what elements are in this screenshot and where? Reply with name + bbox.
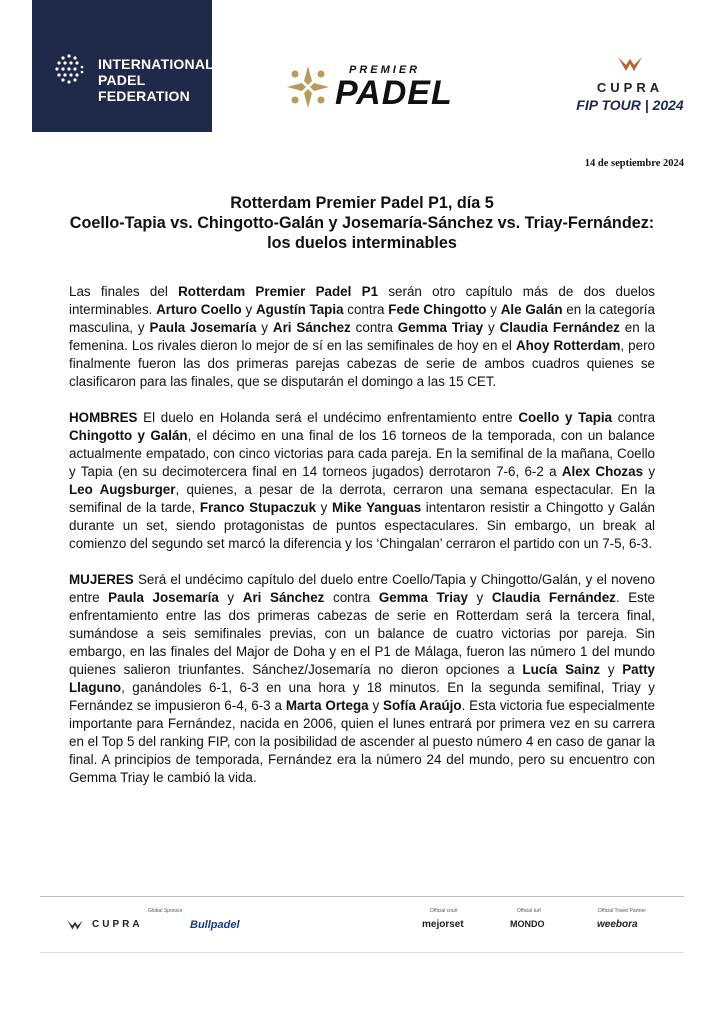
- fip-wordmark: [98, 56, 214, 104]
- bold-run: Gemma Triay: [397, 320, 484, 335]
- text-run: contra: [612, 410, 656, 425]
- cupra-emblem-icon: [616, 55, 644, 73]
- text-run: Será el undécimo capítulo del duelo entre Coello/Tapia y Chingotto/Galán, y el noveno entre: [69, 572, 655, 605]
- caption-official-turf: Official turf: [517, 908, 541, 914]
- men-paragraph: [69, 409, 655, 553]
- text-run: . Esta victoria fue especialmente importante para Fernández, nacida en 2006, quien el lunes entrará por primera vez en su carrera en el Top 5 del ranking FIP, con la posibilidad de ascender al puesto número 4 en caso de ganar la final. A principios de temporada, Fernández era la número 24 del mundo, pero su encuentro con Gemma Triay le cambió la vida.: [69, 698, 655, 785]
- fip-line-2: PADEL: [98, 72, 146, 88]
- premier-padel-logo: [285, 60, 495, 120]
- bold-run: Claudia Fernández: [499, 320, 620, 335]
- bold-run: MUJERES: [69, 572, 134, 587]
- sponsor-weebora: weebora: [597, 919, 638, 930]
- bold-run: Coello y Tapia: [518, 410, 613, 425]
- text-run: y: [256, 320, 273, 335]
- premier-label: PREMIER: [349, 64, 421, 76]
- bold-run: Lucía Sainz: [522, 662, 601, 677]
- bold-run: Rotterdam Premier Padel P1: [178, 284, 379, 299]
- women-paragraph: [69, 571, 655, 787]
- footer-divider: [40, 896, 684, 897]
- fip-line-3: FEDERATION: [98, 88, 190, 104]
- bold-run: Agustín Tapia: [255, 302, 344, 317]
- sponsor-mejorset: mejorset: [422, 919, 464, 930]
- bold-run: Arturo Coello: [156, 302, 242, 317]
- text-run: en la femenina. Los rivales dieron lo mejor de sí en las semifinales de hoy en el: [69, 320, 655, 353]
- cupra-wordmark: CUPRA: [596, 80, 664, 95]
- bold-run: Franco Stupaczuk: [199, 500, 317, 515]
- text-run: contra: [343, 302, 389, 317]
- text-run: en la categoría masculina, y: [69, 302, 655, 335]
- bold-run: Paula Josemaría: [149, 320, 257, 335]
- press-title: [40, 193, 684, 253]
- caption-global-sponsor: Global Sponsor: [148, 908, 183, 914]
- fip-globe-icon: [52, 52, 86, 86]
- text-run: , el décimo en una final de los 16 torneos de la temporada, con un balance actualmente empatado, con cinco victorias para cada pareja. En la semifinal de la mañana, Coello y Tapia (en su decimotercera final en 14 torneos jugados) derrotaron 7-6, 6-2 a: [69, 428, 655, 479]
- bold-run: Ari Sánchez: [272, 320, 351, 335]
- premier-star-icon: [285, 64, 331, 110]
- bold-run: HOMBRES: [69, 410, 138, 425]
- intro-paragraph: [69, 283, 655, 391]
- text-run: serán otro capítulo más de dos duelos interminables.: [69, 284, 655, 317]
- bold-run: Paula Josemaría: [108, 590, 219, 605]
- text-run: El duelo en Holanda será el undécimo enfrentamiento entre: [137, 410, 519, 425]
- text-run: contra: [350, 320, 398, 335]
- sponsor-bullpadel: Bullpadel: [190, 919, 240, 931]
- text-run: , quienes, a pesar de la derrota, cerraron una semana espectacular. En la semifinal de la tarde,: [69, 482, 655, 515]
- press-date: 14 de septiembre 2024: [584, 158, 684, 169]
- text-run: . Este enfrentamiento entre las dos primeras cabezas de serie en Rotterdam será la tercera final, sumándose a seis semifinales previas, con un balance de cuatro victorias por pareja. Sin embargo, en las finales del Major de Doha y en el P1 de Málaga, fueron las número 1 del mundo quienes salieron triunfantes. Sánchez/Josemaría no dieron opciones a: [69, 590, 655, 677]
- text-run: , ganándoles 6-1, 6-3 en una hora y 18 minutos. En la segunda semifinal, Triay y Fernández se impusieron 6-4, 6-3 a: [69, 680, 655, 713]
- caption-official-court: Official court: [430, 908, 458, 914]
- text-run: y: [486, 302, 501, 317]
- bold-run: Gemma Triay: [378, 590, 468, 605]
- footer-bottom-divider: [40, 952, 684, 953]
- bold-run: Sofía Araújo: [383, 698, 462, 713]
- cupra-footer-emblem-icon: [66, 919, 84, 931]
- text-run: , pero finalmente fueron las dos primeras parejas cabezas de serie de ambos cuadros quienes se clasificaron para las finales, que se disputarán el domingo a las 15 CET.: [69, 338, 655, 389]
- bold-run: Alex Chozas: [561, 464, 644, 479]
- fip-logo-block: [32, 0, 212, 132]
- bold-run: Ale Galán: [500, 302, 563, 317]
- bold-run: Fede Chingotto: [388, 302, 487, 317]
- bold-run: Leo Augsburger: [69, 482, 176, 497]
- sponsor-mondo: MONDO: [510, 919, 545, 929]
- fip-tour-label: FIP TOUR | 2024: [576, 97, 684, 113]
- bold-run: Mike Yanguas: [331, 500, 422, 515]
- text-run: y: [316, 500, 332, 515]
- text-run: Las finales del: [69, 284, 179, 299]
- text-run: y: [600, 662, 623, 677]
- press-body: [69, 283, 655, 805]
- text-run: y: [218, 590, 243, 605]
- text-run: y: [643, 464, 656, 479]
- text-run: y: [467, 590, 492, 605]
- bold-run: Claudia Fernández: [491, 590, 616, 605]
- text-run: y: [241, 302, 256, 317]
- text-run: y: [368, 698, 384, 713]
- title-line-3: los duelos interminables: [267, 234, 457, 252]
- bold-run: Chingotto y Galán: [69, 428, 188, 443]
- text-run: intentaron resistir a Chingotto y Galán durante un set, siendo protagonistas de puntos espectaculares. Sin embargo, un break al comienzo del segundo set marcó la diferencia y los ‘Chingalan’ cerraron el partido con un 7-5, 6-3.: [69, 500, 655, 551]
- bold-run: Ari Sánchez: [242, 590, 325, 605]
- sponsor-cupra: CUPRA: [92, 919, 143, 930]
- cupra-fip-tour-logo: [575, 55, 685, 125]
- fip-line-1: INTERNATIONAL: [98, 56, 214, 72]
- bold-run: Patty Llaguno: [69, 662, 655, 695]
- bold-run: Marta Ortega: [285, 698, 369, 713]
- padel-label: PADEL: [335, 74, 453, 112]
- text-run: y: [483, 320, 500, 335]
- bold-run: Ahoy Rotterdam: [515, 338, 621, 353]
- title-line-2: Coello-Tapia vs. Chingotto-Galán y Josemaría-Sánchez vs. Triay-Fernández:: [69, 214, 655, 232]
- text-run: contra: [324, 590, 379, 605]
- caption-official-travel-partner: Official Travel Partner: [598, 908, 646, 914]
- title-line-1: Rotterdam Premier Padel P1, día 5: [230, 194, 494, 212]
